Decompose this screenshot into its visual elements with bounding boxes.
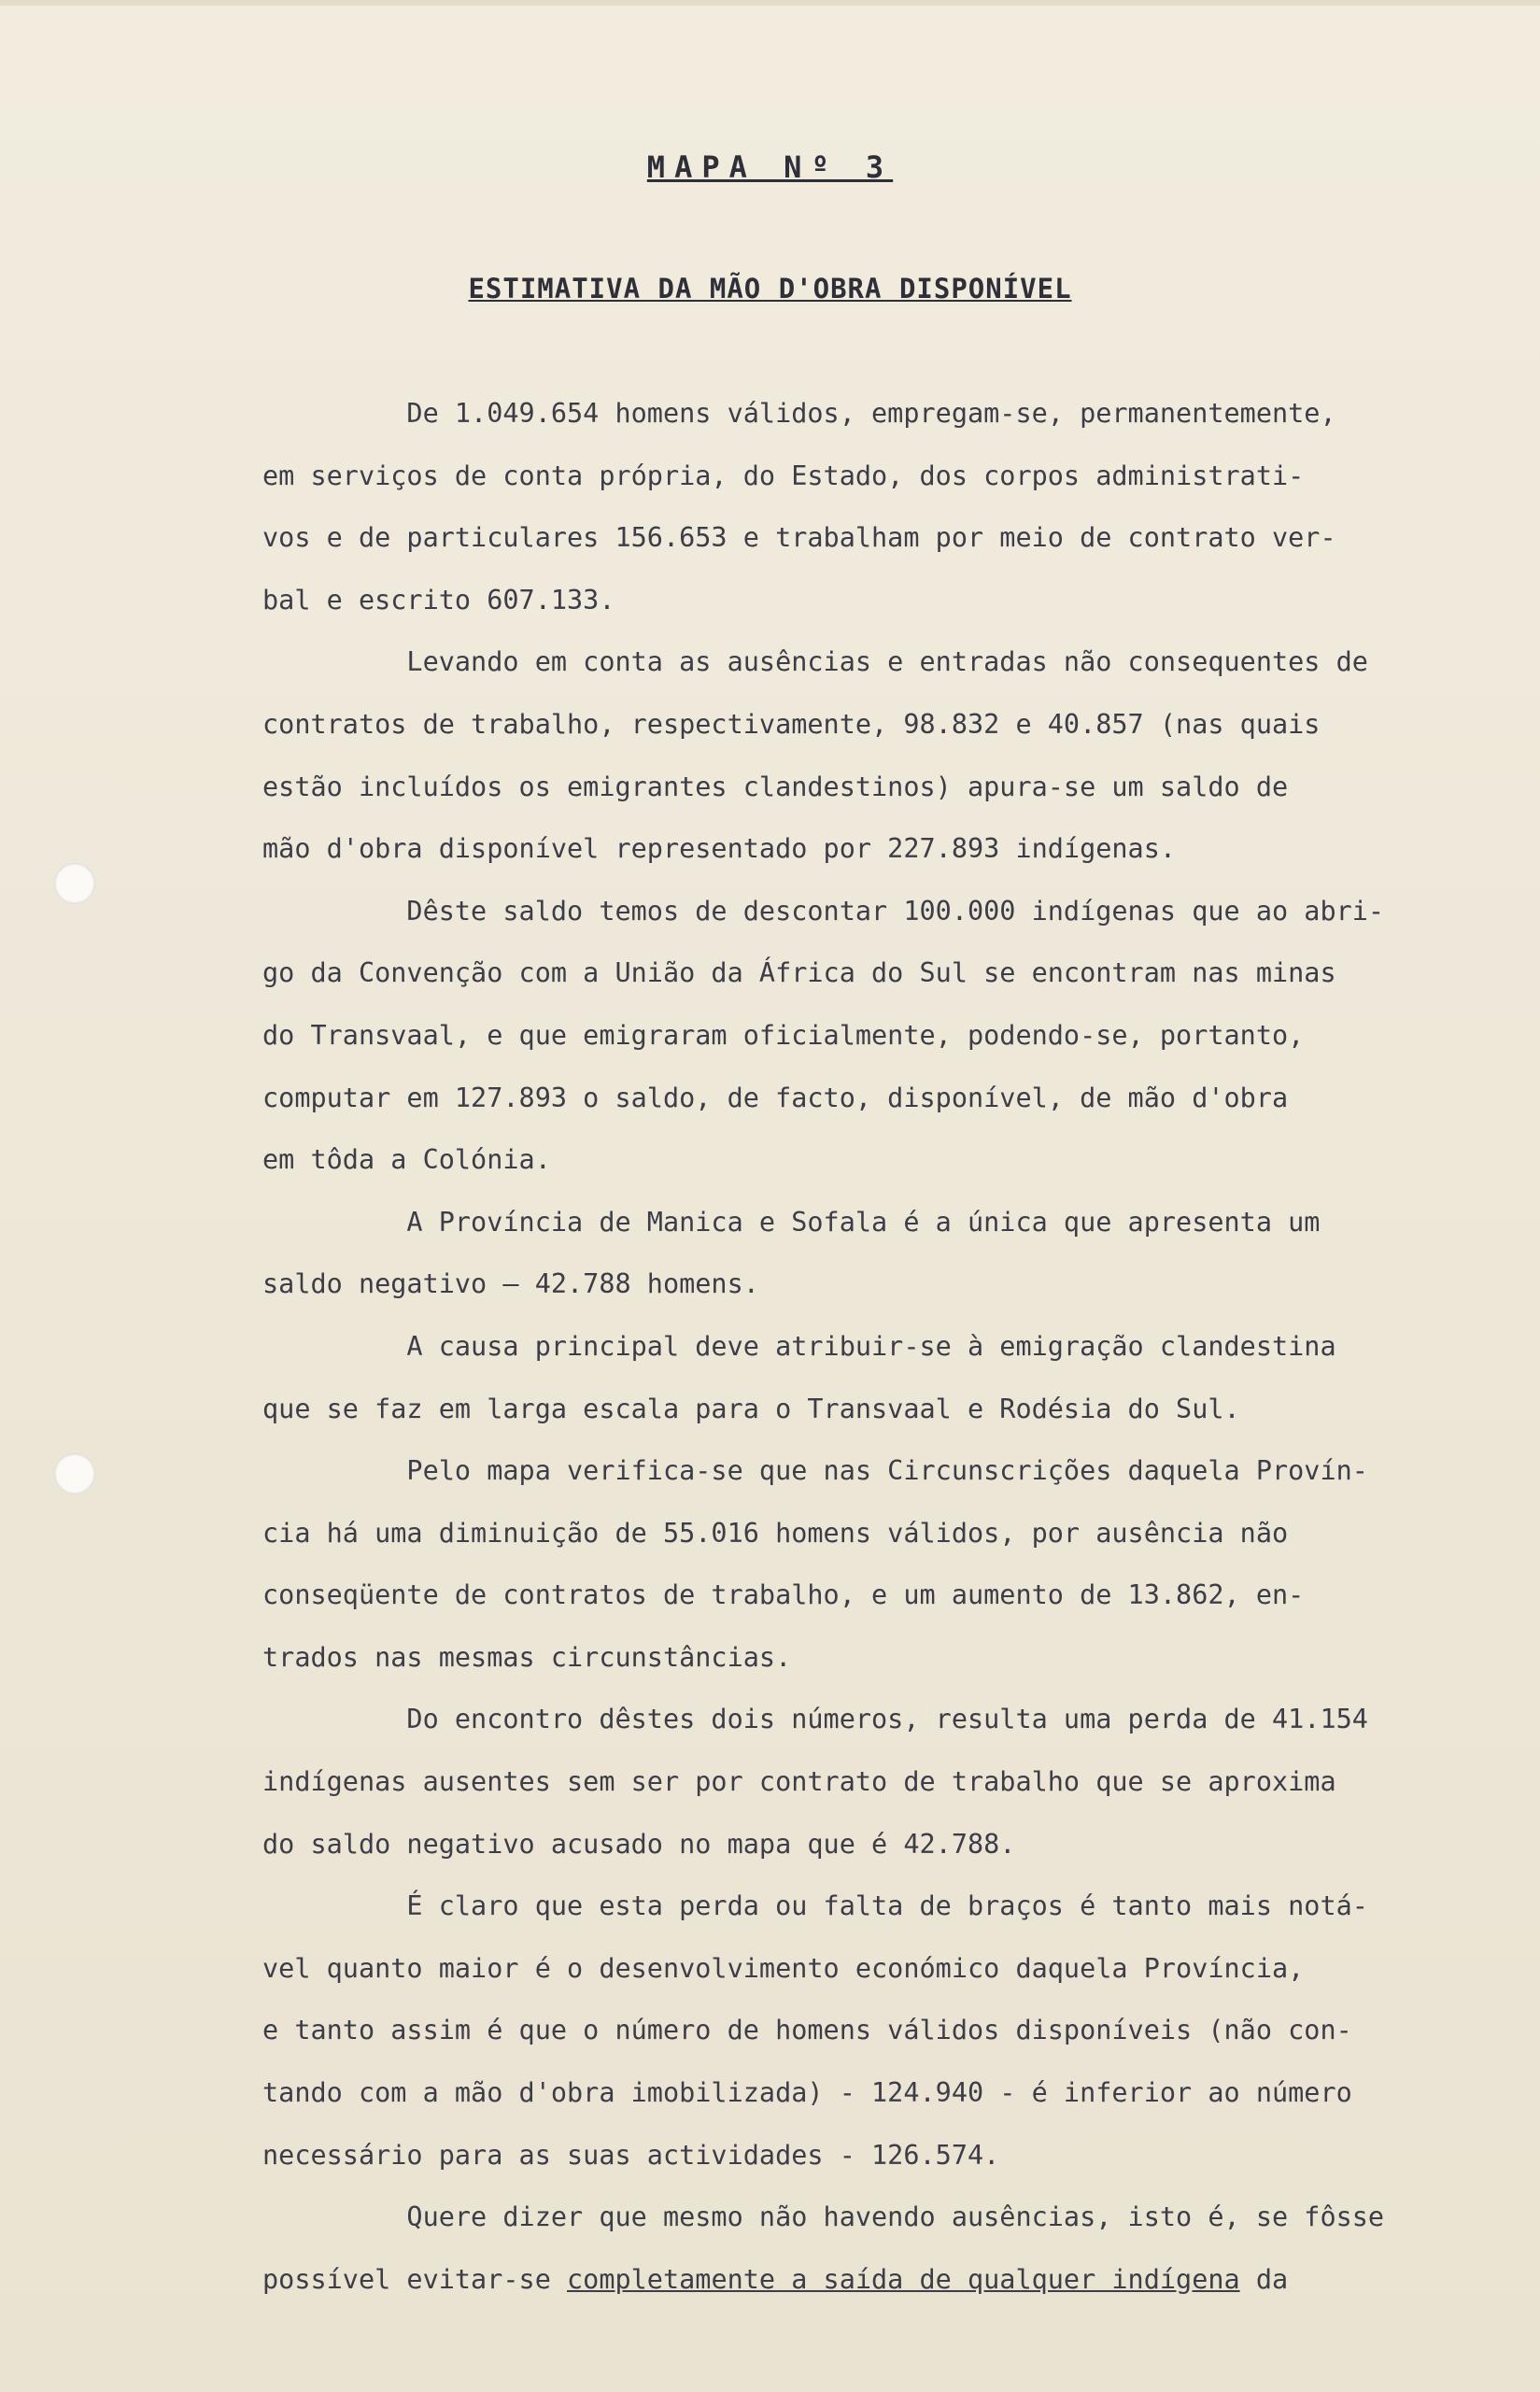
text-line: do saldo negativo acusado no mapa que é 42.788. — [262, 1828, 1016, 1860]
text-line: mão d'obra disponível representado por 227.893 indígenas. — [262, 833, 1177, 865]
text-line: computar em 127.893 o saldo, de facto, disponível, de mão d'obra — [262, 1082, 1289, 1113]
text-line: De 1.049.654 homens válidos, empregam-se, permanentemente, — [262, 398, 1336, 429]
text-line: indígenas ausentes sem ser por contrato de trabalho que se aproxima — [262, 1766, 1336, 1798]
text-line: A causa principal deve atribuir-se à emigração clandestina — [262, 1330, 1336, 1362]
text-line: Pelo mapa verifica-se que nas Circunscrições daquela Provín- — [262, 1455, 1368, 1487]
body-text — [262, 383, 1514, 2311]
text-line: vos e de particulares 156.653 e trabalham por meio de contrato ver- — [262, 522, 1336, 554]
text-line-last — [262, 2249, 1514, 2312]
text-line: conseqüente de contratos de trabalho, e um aumento de 13.862, en- — [262, 1579, 1305, 1611]
text-line: Levando em conta as ausências e entradas não consequentes de — [262, 646, 1368, 678]
text-line: em tôda a Colónia. — [262, 1144, 551, 1176]
text-line: estão incluídos os emigrantes clandestinos) apura-se um saldo de — [262, 771, 1289, 802]
text-line: do Transvaal, e que emigraram oficialmente, podendo-se, portanto, — [262, 1019, 1305, 1051]
text-line: em serviços de conta própria, do Estado, dos corpos administrati- — [262, 460, 1305, 491]
text-segment: da — [1239, 2263, 1289, 2295]
text-line: cia há uma diminuição de 55.016 homens válidos, por ausência não — [262, 1517, 1289, 1549]
map-heading: MAPA Nº 3 — [646, 149, 894, 185]
document-title: ESTIMATIVA DA MÃO D'OBRA DISPONÍVEL — [468, 273, 1072, 304]
page-edge — [0, 0, 1540, 6]
text-line: go da Convenção com a União da África do Sul se encontram nas minas — [262, 957, 1336, 989]
text-line: É claro que esta perda ou falta de braços é tanto mais notá- — [262, 1890, 1368, 1922]
punch-hole-bottom — [54, 1453, 95, 1494]
text-segment: possível evitar-se — [262, 2263, 568, 2295]
text-line: necessário para as suas actividades - 126.574. — [262, 2139, 1000, 2171]
text-line: bal e escrito 607.133. — [262, 584, 615, 616]
text-line: A Província de Manica e Sofala é a única que apresenta um — [262, 1206, 1321, 1238]
text-line: vel quanto maior é o desenvolvimento económico daquela Província, — [262, 1952, 1305, 1984]
text-line: Do encontro dêstes dois números, resulta uma perda de 41.154 — [262, 1704, 1368, 1735]
text-line: contratos de trabalho, respectivamente, 98.832 e 40.857 (nas quais — [262, 708, 1321, 740]
text-line: e tanto assim é que o número de homens válidos disponíveis (não con- — [262, 2015, 1352, 2046]
text-line: Dêste saldo temos de descontar 100.000 indígenas que ao abri- — [262, 895, 1385, 927]
underlined-text: completamente a saída de qualquer indígena — [567, 2263, 1240, 2295]
punch-hole-top — [54, 863, 95, 904]
text-line: Quere dizer que mesmo não havendo ausências, isto é, se fôsse — [262, 2201, 1385, 2233]
text-line: trados nas mesmas circunstâncias. — [262, 1641, 792, 1673]
text-line: tando com a mão d'obra imobilizada) - 124.940 - é inferior ao número — [262, 2077, 1352, 2109]
text-line: que se faz em larga escala para o Transvaal e Rodésia do Sul. — [262, 1393, 1240, 1424]
text-line: saldo negativo — 42.788 homens. — [262, 1268, 759, 1300]
